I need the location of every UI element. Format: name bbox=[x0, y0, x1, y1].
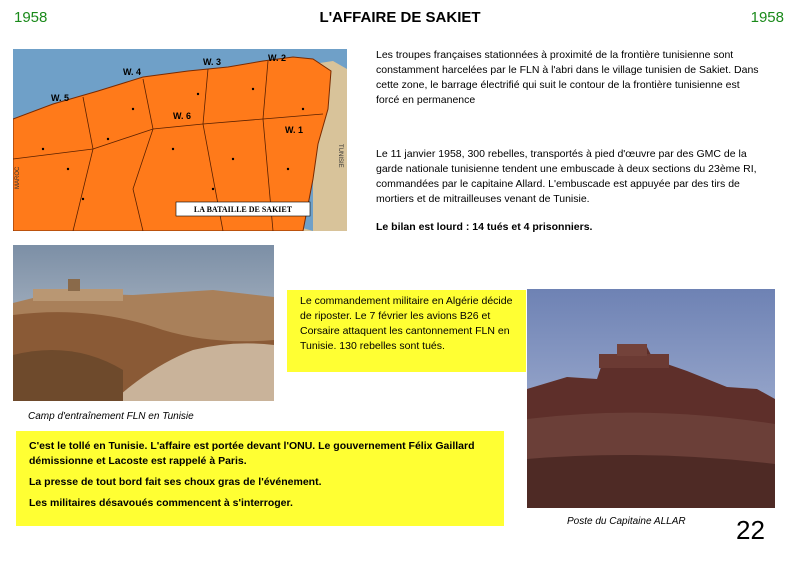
consequences-paragraph-2: La presse de tout bord fait ses choux gras de l'événement. bbox=[29, 476, 322, 488]
map-zone-label: W. 2 bbox=[268, 53, 287, 63]
algeria-map bbox=[13, 49, 347, 231]
intro-paragraph-2: Le 11 janvier 1958, 300 rebelles, transportés à pied d'œuvre par des GMC de la garde nationale tunisienne tendent une embuscade à deux sections du 23ème RI, commandées par le capitaine Allard. L'embuscade est appuyée par des tirs de mortiers et de mitrailleuses venant de Tunisie. bbox=[376, 148, 757, 205]
fln-camp-photo bbox=[13, 245, 274, 401]
captain-post-photo bbox=[527, 289, 775, 508]
year-right: 1958 bbox=[750, 9, 784, 26]
page-title: L'AFFAIRE DE SAKIET bbox=[319, 9, 481, 26]
map-zone-label: W. 3 bbox=[203, 57, 222, 67]
page-number: 22 bbox=[736, 515, 765, 545]
year-left: 1958 bbox=[14, 9, 48, 26]
map-zone-label: W. 5 bbox=[51, 93, 70, 103]
map-label: LA BATAILLE DE SAKIET bbox=[193, 205, 293, 214]
consequences-paragraph-1: C'est le tollé en Tunisie. L'affaire est portée devant l'ONU. Le gouvernement Félix Gaillard démissionne et Lacoste est rappelé à Paris. bbox=[29, 440, 475, 467]
map-zone-label: W. 4 bbox=[123, 67, 142, 77]
consequences-box bbox=[16, 431, 504, 526]
map-side-label-right: TUNISIE bbox=[337, 144, 343, 168]
intro-paragraph-1: Les troupes françaises stationnées à proximité de la frontière tunisienne sont constamment harcelées par le FLN à l'abri dans le village tunisien de Sakiet. Dans cette zone, le barrage électrifié qui suit le contour de la frontière tunisienne est forcé en permanence bbox=[376, 49, 759, 106]
map-side-label-left: MAROC bbox=[15, 166, 21, 189]
fln-camp-caption: Camp d'entraînement FLN en Tunisie bbox=[28, 411, 194, 422]
consequences-paragraph-3: Les militaires désavoués commencent à s'interroger. bbox=[29, 497, 293, 509]
map-zone-label: W. 6 bbox=[173, 111, 192, 121]
toll-paragraph: Le bilan est lourd : 14 tués et 4 prisonniers. bbox=[376, 221, 593, 233]
map-zone-label: W. 1 bbox=[285, 125, 304, 135]
riposte-box: Le commandement militaire en Algérie décide de riposter. Le 7 février les avions B26 et Corsaire attaquent les cantonnement FLN en Tunisie. 130 rebelles sont tués. bbox=[287, 290, 526, 372]
captain-post-caption: Poste du Capitaine ALLAR bbox=[567, 516, 686, 527]
